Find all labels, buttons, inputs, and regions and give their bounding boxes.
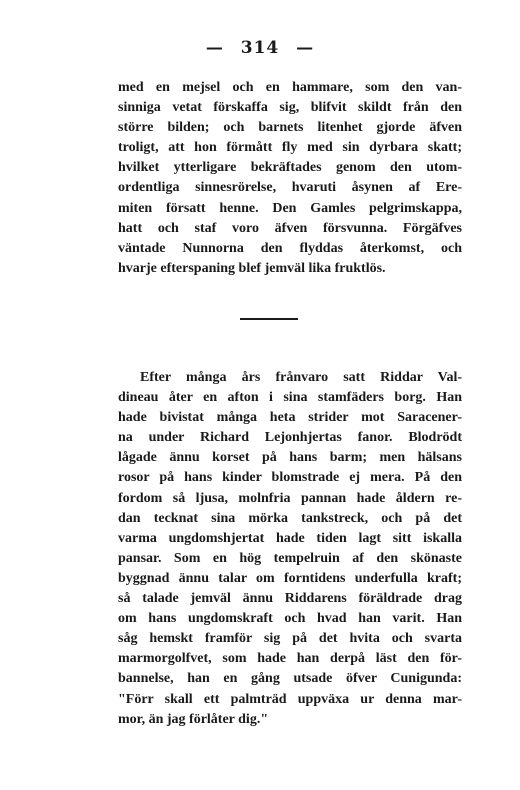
text-line: rosor på hans kinder blomstrade ej mera. På den [118, 470, 462, 486]
text-line: hvarje efterspaning blef jemväl lika fruktlös. [118, 260, 386, 276]
header-dash-left: — [205, 38, 224, 58]
text-line: byggnad ännu talar om forntidens underfulla kraft; [118, 570, 462, 586]
text-line: pansar. Som en hög tempelruin af den skönaste [118, 550, 462, 566]
text-line: Efter många års frånvaro satt Riddar Val- [140, 370, 462, 385]
text-line: bannelse, han en gång utsade öfver Cunigunda: [118, 671, 462, 687]
text-line: större bilden; och barnets litenhet gjorde äfven [118, 120, 462, 136]
text-line: miten försatt henne. Den Gamles pelgrimskappa, [118, 200, 462, 216]
text-line: med en mejsel och en hammare, som den van- [118, 80, 462, 95]
text-line: mor, än jag förlåter dig." [118, 711, 269, 727]
text-line: lågade ännu korset på hans barm; men hälsans [118, 450, 462, 466]
text-line: om hans ungdomskraft och hvad han varit. Han [118, 611, 462, 627]
text-line: väntade Nunnorna den flyddas återkomst, och [118, 240, 462, 256]
text-line: na under Richard Lejonhjertas fanor. Blodrödt [118, 430, 462, 446]
text-line: så talade jemväl ännu Riddarens föräldrade drag [118, 591, 462, 607]
section-separator [240, 318, 298, 320]
page-number: 314 [240, 38, 280, 58]
paragraph-1 [118, 78, 462, 279]
text-line: sinniga vetat förskaffa sig, blifvit skildt från den [118, 100, 462, 116]
text-line: troligt, att hon förmått fly med sin dyrbara skatt; [118, 140, 462, 156]
text-line: ordentliga sinnesrörelse, hvaruti åsynen af Ere- [118, 180, 462, 196]
page-header [0, 38, 520, 58]
text-line: hade bivistat många heta strider mot Saracener- [118, 410, 462, 426]
text-line: dan tecknat sina mörka tankstreck, och på det [118, 510, 462, 526]
text-line: fordom så ljusa, molnfria pannan hade åldern re- [118, 490, 462, 506]
text-line: varma ungdomshjertat hade tiden lagt sitt iskalla [118, 530, 462, 546]
text-line: såg hemskt framför sig på det hvita och svarta [118, 631, 462, 647]
header-dash-right: — [296, 38, 315, 58]
text-line: hvilket ytterligare bekräftades genom den utom- [118, 160, 462, 176]
text-line: hatt och staf voro äfven försvunna. Förgäfves [118, 220, 462, 236]
text-line: dineau åter en afton i sina stamfäders borg. Han [118, 390, 462, 406]
text-line: "Förr skall ett palmträd uppväxa ur denna mar- [118, 691, 462, 707]
paragraph-2 [118, 368, 462, 730]
text-line: marmorgolfvet, som hade han derpå läst den för- [118, 651, 462, 667]
